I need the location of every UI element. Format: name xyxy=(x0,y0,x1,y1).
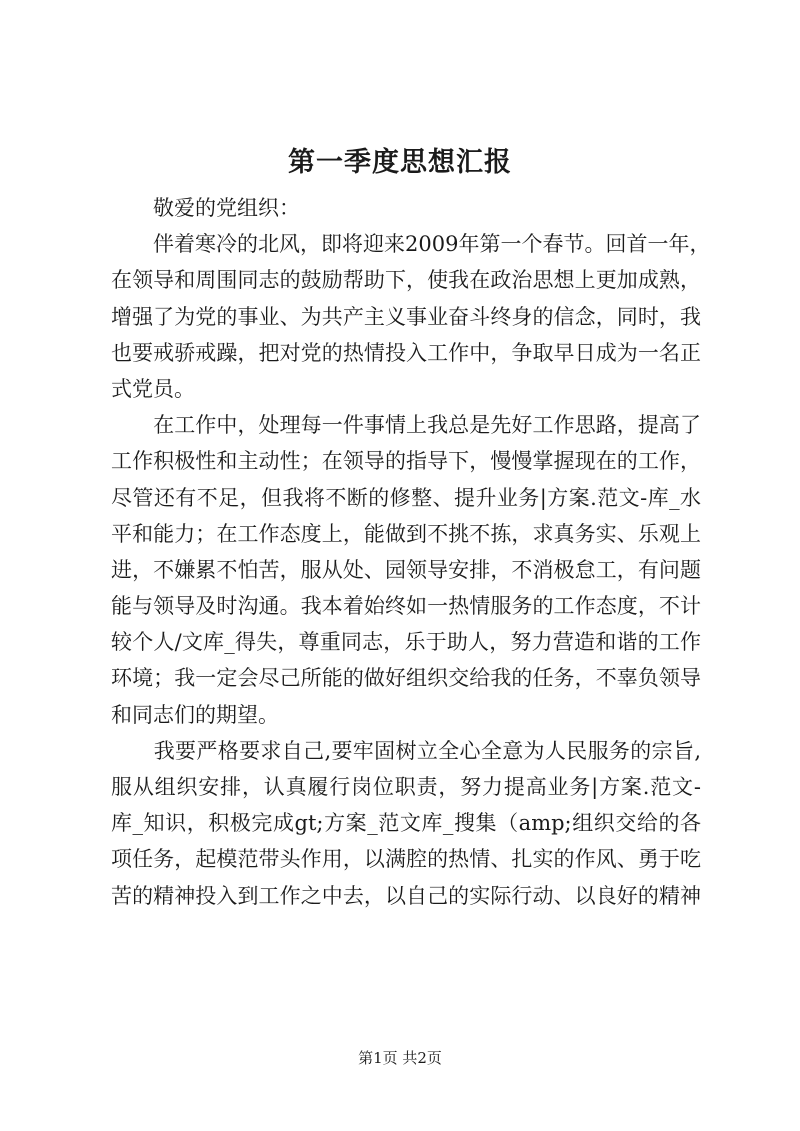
text-line: 较个人/文库_得失，尊重同志，乐于助人，努力营造和谐的工作 xyxy=(111,630,701,655)
text-line: 伴着寒冷的北风，即将迎来2009年第一个春节。回首一年， xyxy=(111,232,711,257)
text-line: 式党员。 xyxy=(111,376,195,401)
text-line: 项任务，起模范带头作用，以满腔的热情、扎实的作风、勇于吃 xyxy=(111,847,701,872)
document-title: 第一季度思想汇报 xyxy=(288,147,512,178)
document-body xyxy=(111,190,711,914)
text-line: 敬爱的党组织： xyxy=(111,196,300,220)
text-line: 苦的精神投入到工作之中去，以自己的实际行动、以良好的精神 xyxy=(111,883,701,908)
text-line: 能与领导及时沟通。我本着始终如一热情服务的工作态度，不计 xyxy=(111,594,701,619)
text-line: 在工作中，处理每一件事情上我总是先好工作思路，提高了 xyxy=(111,413,701,438)
page-footer: 第1页 共2页 xyxy=(358,1049,442,1067)
text-line: 工作积极性和主动性；在领导的指导下，慢慢掌握现在的工作， xyxy=(111,449,701,474)
text-line: 也要戒骄戒躁，把对党的热情投入工作中，争取早日成为一名正 xyxy=(111,340,701,365)
text-line: 服从组织安排，认真履行岗位职责，努力提高业务|方案.范文- xyxy=(111,775,701,799)
text-line: 库_知识，积极完成gt;方案_范文库_搜集（amp;组织交给的各 xyxy=(111,811,701,836)
text-line: 环境；我一定会尽己所能的做好组织交给我的任务，不辜负领导 xyxy=(111,666,701,691)
text-line: 我要严格要求自己,要牢固树立全心全意为人民服务的宗旨, xyxy=(111,738,701,763)
text-line: 进，不嫌累不怕苦，服从处、园领导安排，不消极怠工，有问题 xyxy=(111,557,701,582)
text-line: 在领导和周围同志的鼓励帮助下，使我在政治思想上更加成熟， xyxy=(111,268,701,293)
text-line: 平和能力；在工作态度上，能做到不挑不拣，求真务实、乐观上 xyxy=(111,521,701,546)
text-line: 和同志们的期望。 xyxy=(111,702,279,727)
text-line: 增强了为党的事业、为共产主义事业奋斗终身的信念，同时，我 xyxy=(111,304,701,329)
text-line: 尽管还有不足，但我将不断的修整、提升业务|方案.范文-库_水 xyxy=(111,485,702,510)
